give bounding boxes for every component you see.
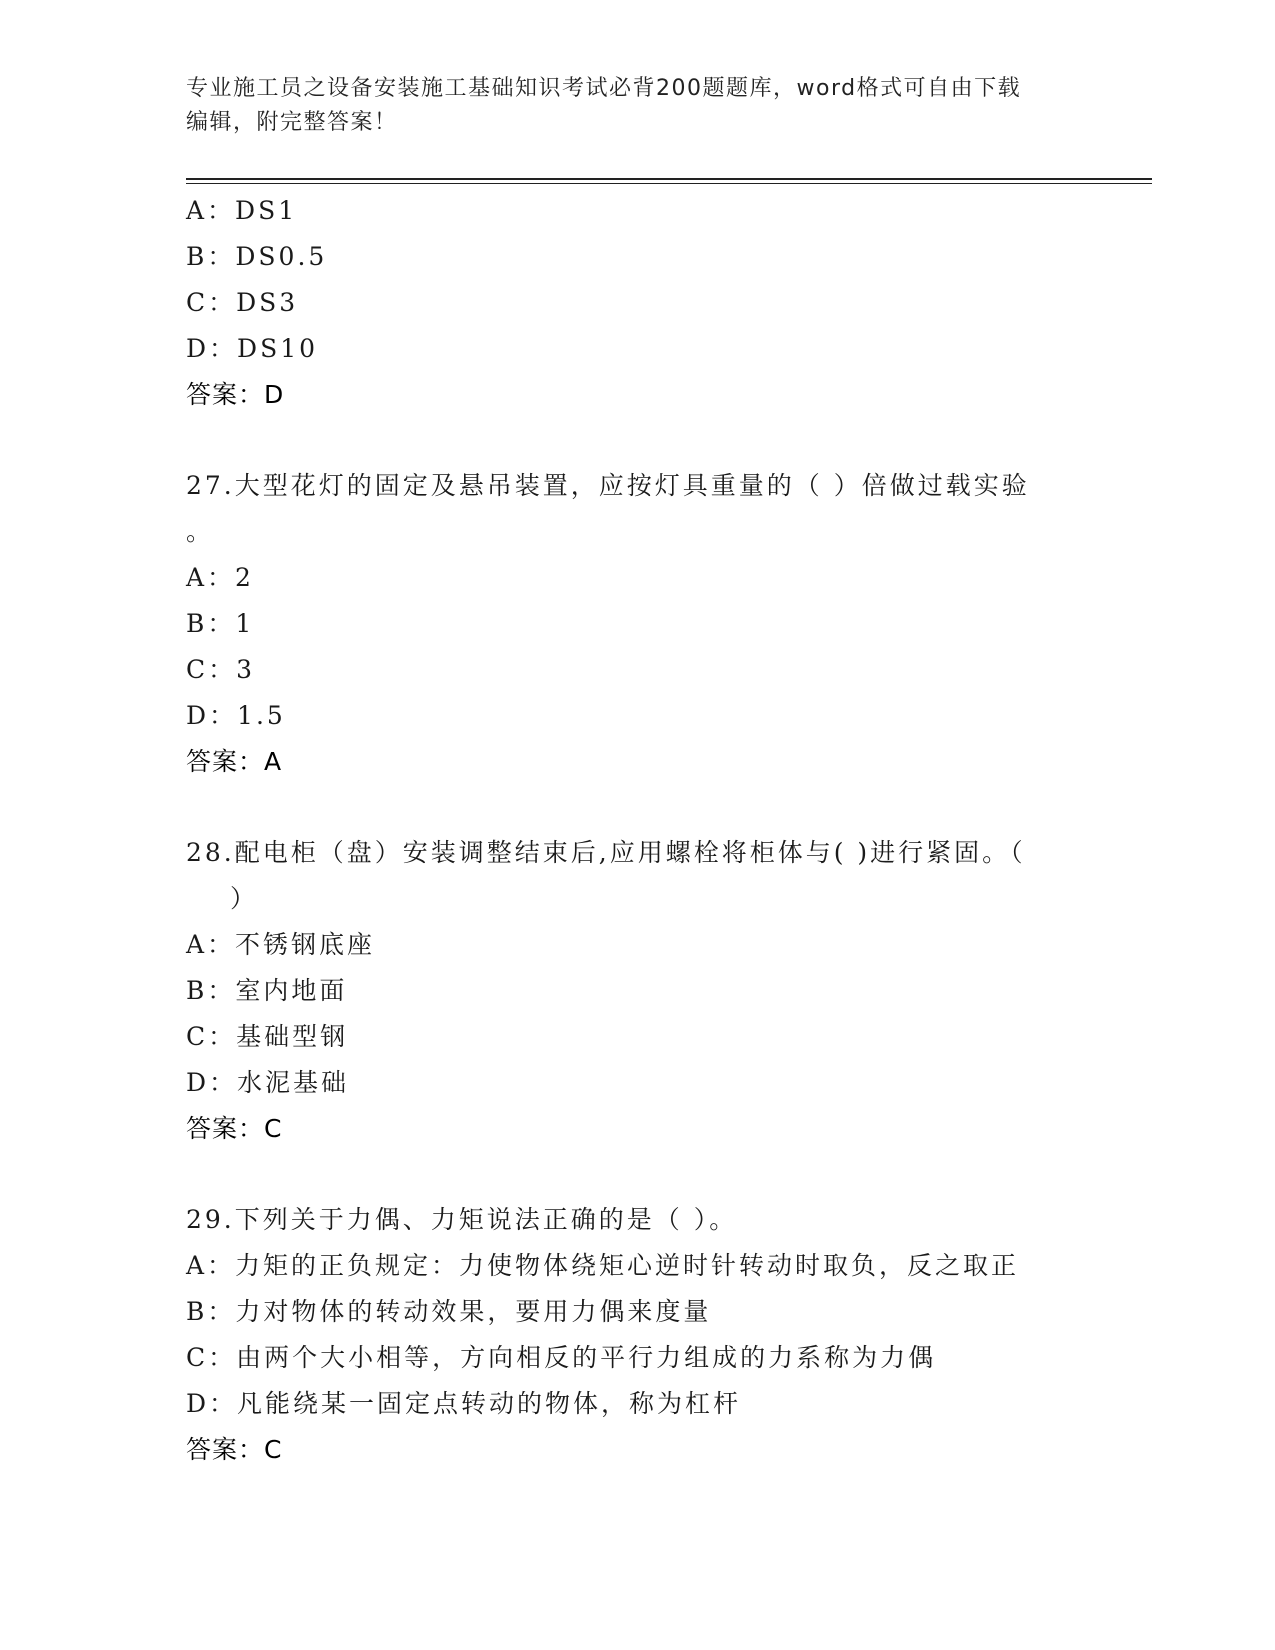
option-a: A：不锈钢底座 [186, 930, 376, 959]
question-29 [186, 1197, 1086, 1473]
spacer [186, 785, 1086, 830]
spacer [186, 418, 1086, 463]
spacer [186, 1152, 1086, 1197]
answer-line: 答案：C [186, 1114, 283, 1143]
option-b: B：室内地面 [186, 976, 348, 1005]
answer-line: 答案：A [186, 747, 283, 776]
option-d: D：1.5 [186, 701, 286, 730]
header-divider-thin [186, 183, 1152, 184]
option-d: D：水泥基础 [186, 1068, 350, 1097]
option-a: A：力矩的正负规定：力使物体绕矩心逆时针转动时取负，反之取正 [186, 1251, 1020, 1280]
header-line-2: 编辑，附完整答案！ [186, 110, 398, 135]
option-a: A：DS1 [186, 196, 298, 225]
question-text-continuation: ） [230, 884, 259, 913]
option-b: B：力对物体的转动效果，要用力偶来度量 [186, 1297, 712, 1326]
option-a: A：2 [186, 563, 254, 592]
option-c: C：由两个大小相等，方向相反的平行力组成的力系称为力偶 [186, 1343, 937, 1372]
answer-line: 答案：C [186, 1435, 283, 1464]
question-28 [186, 830, 1086, 1152]
option-c: C：3 [186, 655, 256, 684]
question-text-continuation: 。 [186, 517, 215, 546]
question-text: 29.下列关于力偶、力矩说法正确的是（ ）。 [186, 1205, 738, 1234]
header-line-1: 专业施工员之设备安装施工基础知识考试必背200题题库，word格式可自由下载 [186, 76, 1022, 101]
option-c: C：基础型钢 [186, 1022, 349, 1051]
question-26 [186, 188, 1086, 418]
option-c: C：DS3 [186, 288, 299, 317]
option-d: D：DS10 [186, 334, 319, 363]
option-b: B：DS0.5 [186, 242, 328, 271]
header-divider-thick [186, 178, 1152, 180]
document-header [186, 72, 1076, 140]
option-d: D：凡能绕某一固定点转动的物体，称为杠杆 [186, 1389, 742, 1418]
question-list [186, 188, 1086, 1473]
option-b: B：1 [186, 609, 255, 638]
question-text: 28.配电柜（盘）安装调整结束后,应用螺栓将柜体与( )进行紧固。（ [186, 838, 1026, 867]
question-27 [186, 463, 1086, 785]
question-text: 27.大型花灯的固定及悬吊装置，应按灯具重量的（ ）倍做过载实验 [186, 471, 1030, 500]
answer-line: 答案：D [186, 380, 285, 409]
